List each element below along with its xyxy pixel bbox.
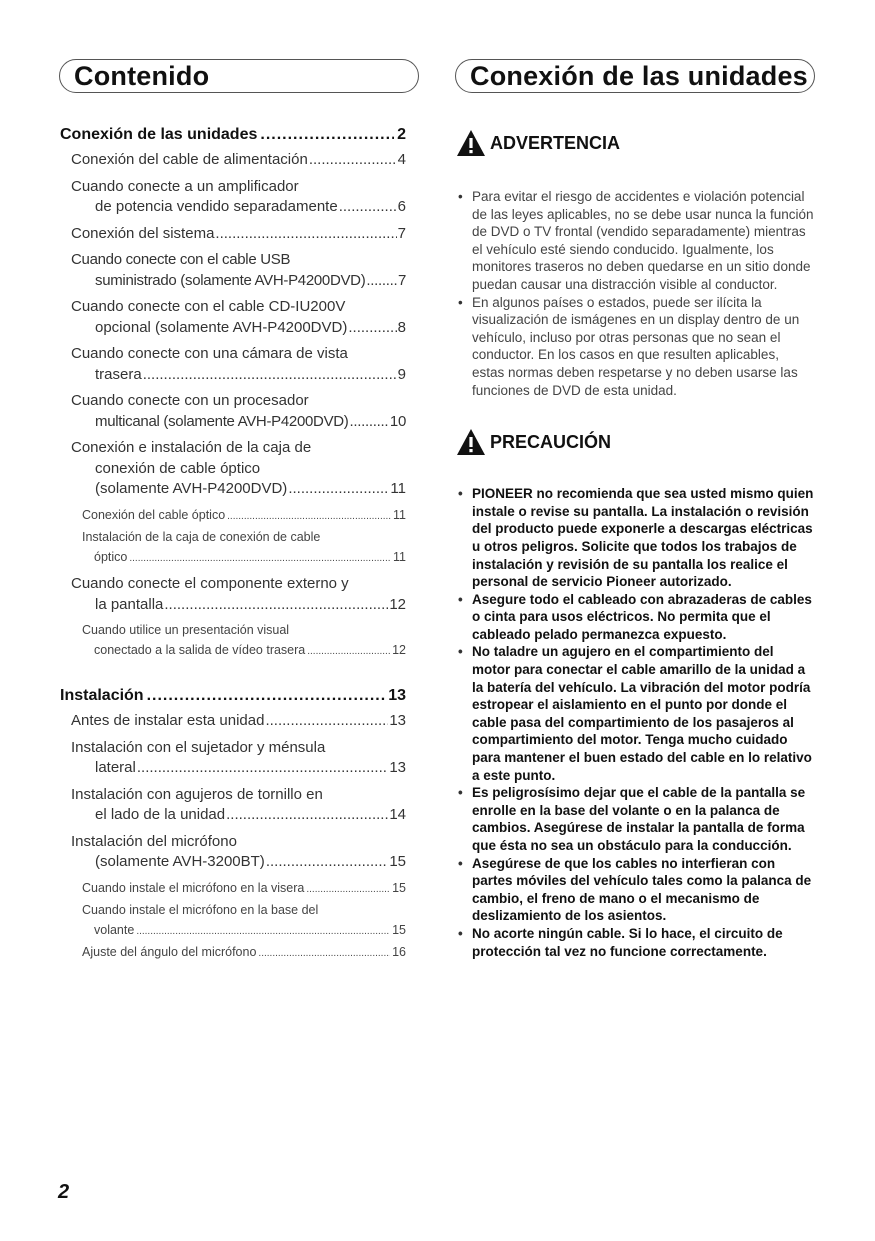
toc-entry-title: Instalación con el sujetador y ménsula	[71, 738, 326, 756]
list-item: • Es peligrosísimo dejar que el cable de la pantalla se enrolle en la base del volante o en la palanca de cambios. Asegúrese de instalar la pantalla de forma que ésta no sea un obstáculo para la conducción.	[456, 784, 814, 854]
page-number: 2	[58, 1181, 70, 1203]
toc-entry-title: Cuando conecte con una cámara de vista	[71, 345, 348, 362]
right-column	[456, 128, 814, 960]
toc-subentry-title-cont: volante	[94, 922, 135, 937]
toc-entry[interactable]	[71, 224, 406, 245]
toc-subentry[interactable]	[82, 621, 406, 661]
toc-entry-title: Cuando conecte a un amplificador	[71, 177, 299, 195]
toc-entry-title-cont: conexión de cable óptico	[95, 459, 261, 477]
toc-entry-title: Cuando conecte con un procesador	[71, 392, 309, 409]
toc-section-title: Conexión de las unidades	[60, 126, 258, 143]
toc-entry-title-cont: el lado de la unidad	[95, 806, 226, 823]
toc-section-instalacion[interactable]	[60, 687, 406, 705]
toc-entry-title-cont: de potencia vendido separadamente	[95, 198, 338, 215]
toc-page: 12	[389, 595, 406, 613]
toc-page: 15	[389, 853, 406, 870]
toc-page: 13	[389, 759, 406, 776]
toc-entry-title-cont: trasera	[95, 365, 142, 383]
list-item: • No acorte ningún cable. Si lo hace, el circuito de protección tal vez no funcione correctamente.	[456, 925, 814, 960]
toc-page: 11	[393, 507, 406, 522]
toc-page: 12	[392, 642, 406, 657]
toc-subentry[interactable]	[82, 901, 406, 941]
toc-page: 15	[392, 922, 406, 937]
toc-entry[interactable]	[71, 177, 406, 218]
toc-entry-title: Cuando conecte con el cable CD-IU200V	[71, 298, 346, 315]
toc-entry-title-cont: la pantalla	[95, 595, 164, 613]
warning-list	[456, 188, 814, 399]
toc-subentry-title: Cuando instale el micrófono en la base del	[82, 903, 319, 917]
toc-page: 8	[397, 318, 406, 336]
toc-subentry[interactable]	[82, 879, 406, 900]
toc-subentry-title: Cuando utilice un presentación visual	[82, 623, 290, 637]
toc-entry[interactable]	[71, 438, 406, 500]
caution-list	[456, 485, 814, 960]
toc-entry[interactable]	[71, 150, 406, 171]
toc-entry-title-cont: multicanal (solamente AVH-P4200DVD)	[95, 412, 349, 430]
toc-page: 13	[389, 712, 406, 729]
toc-page: 6	[397, 198, 406, 215]
toc-entry-title-cont: suministrado (solamente AVH-P4200DVD)	[95, 271, 366, 289]
toc-subentry[interactable]	[82, 506, 406, 527]
toc-subentry-title-cont: óptico	[94, 549, 128, 564]
toc-subentry-title: Ajuste del ángulo del micrófono	[82, 945, 257, 959]
toc-entry-title: Cuando conecte el componente externo y	[71, 575, 349, 592]
toc-subentry-title: Cuando instale el micrófono en la visera	[82, 880, 305, 895]
toc-entry[interactable]	[71, 391, 406, 432]
toc-entry[interactable]	[71, 250, 406, 291]
toc-page: 7	[397, 224, 406, 242]
toc-subentry-title-cont: conectado a la salida de vídeo trasera	[94, 642, 306, 657]
toc-entry[interactable]	[71, 832, 406, 873]
toc-page: 4	[397, 151, 406, 168]
toc-entry-title-cont: (solamente AVH-3200BT)	[95, 853, 265, 870]
toc-subentry[interactable]	[82, 943, 406, 964]
toc-section-title: Instalación	[60, 687, 144, 704]
toc-entry[interactable]	[71, 738, 406, 779]
caution-title: PRECAUCIÓN	[490, 431, 612, 452]
toc-subentry-title: Conexión del cable óptico	[82, 507, 226, 522]
contents-title: Contenido	[74, 60, 210, 91]
warning-heading	[456, 128, 814, 158]
toc-entry-title-cont: opcional (solamente AVH-P4200DVD)	[95, 318, 348, 336]
toc-entry[interactable]	[71, 574, 406, 615]
warning-icon	[456, 128, 486, 158]
toc-entry[interactable]	[71, 711, 406, 732]
section-title: Conexión de las unidades	[470, 60, 808, 91]
toc-entry[interactable]	[71, 785, 406, 826]
toc-page: 9	[397, 365, 406, 383]
toc-entry-title: Antes de instalar esta unidad	[71, 712, 265, 729]
toc-page: 10	[389, 412, 406, 430]
contents-header	[59, 59, 419, 93]
toc-entry-title: Instalación del micrófono	[71, 832, 237, 850]
toc-entry-title: Conexión e instalación de la caja de	[71, 439, 312, 456]
toc-entry-title-cont: (solamente AVH-P4200DVD)	[95, 480, 288, 497]
toc-page: 11	[393, 549, 406, 564]
toc-page: 14	[389, 806, 406, 823]
toc-subentry[interactable]	[82, 528, 406, 568]
caution-heading	[456, 427, 814, 457]
toc-entry[interactable]	[71, 297, 406, 338]
table-of-contents	[60, 126, 406, 966]
warning-title: ADVERTENCIA	[490, 132, 621, 153]
list-item: • En algunos países o estados, puede ser ilícita la visualización de ismágenes en un display dentro de un vehículo, incluso por otras personas que no sean el conductor. En los casos en que resulten aplicables, estas normas deben respetarse y no deben usarse las funciones de DVD de esta unidad.	[456, 294, 814, 400]
toc-entry-title: Cuando conecte con el cable USB	[71, 251, 291, 268]
caution-icon	[456, 427, 486, 457]
toc-subentry-title: Instalación de la caja de conexión de cable	[82, 530, 321, 544]
toc-page: 7	[397, 271, 406, 289]
toc-section-conexion[interactable]	[60, 126, 406, 144]
toc-page: 15	[392, 880, 406, 895]
toc-entry[interactable]	[71, 344, 406, 385]
toc-page: 13	[388, 687, 406, 704]
list-item: • PIONEER no recomienda que sea usted mismo quien instale o revise su pantalla. La instalación o revisión del producto puede exponerle a descargas eléctricas u otros peligros. Solicite que todos los trabajos de instalación y revisión de su pantalla los realice el personal de servicio Pioneer autorizado.	[456, 485, 814, 591]
list-item: • Asegúrese de que los cables no interfieran con partes móviles del vehículo tales como la palanca de cambio, el freno de mano o el mecanismo de deslizamiento de los asientos.	[456, 855, 814, 925]
toc-entry-title: Conexión del sistema	[71, 224, 215, 242]
toc-page: 2	[397, 126, 406, 143]
section-header	[455, 59, 815, 93]
list-item: • No taladre un agujero en el compartimiento del motor para conectar el cable amarillo de la unidad a la batería del vehículo. La vibración del motor podría estropear el aislamiento en el punto por donde el cable pasa del compartimiento de los pasajeros al compartimiento del motor. Tenga mucho cuidado para mantener el buen estado del cable en lo relativo a este punto.	[456, 643, 814, 784]
toc-page: 11	[390, 480, 406, 497]
toc-entry-title: Instalación con agujeros de tornillo en	[71, 785, 323, 803]
toc-page: 16	[392, 945, 406, 959]
toc-entry-title-cont: lateral	[95, 759, 136, 776]
list-item: • Asegure todo el cableado con abrazaderas de cables o cinta para usos eléctricos. No permita que el cableado pelado permanezca expuesto.	[456, 591, 814, 644]
list-item: • Para evitar el riesgo de accidentes e violación potencial de las leyes aplicables, no se debe usar nunca la función de DVD o TV frontal (vendido separadamente) mientras el vehículo esté siendo conducido. Igualmente, los monitores traseros no deben quedarse en un sitio donde puedan causar una distracción visible al conductor.	[456, 188, 814, 294]
toc-entry-title: Conexión del cable de alimentación	[71, 151, 308, 168]
